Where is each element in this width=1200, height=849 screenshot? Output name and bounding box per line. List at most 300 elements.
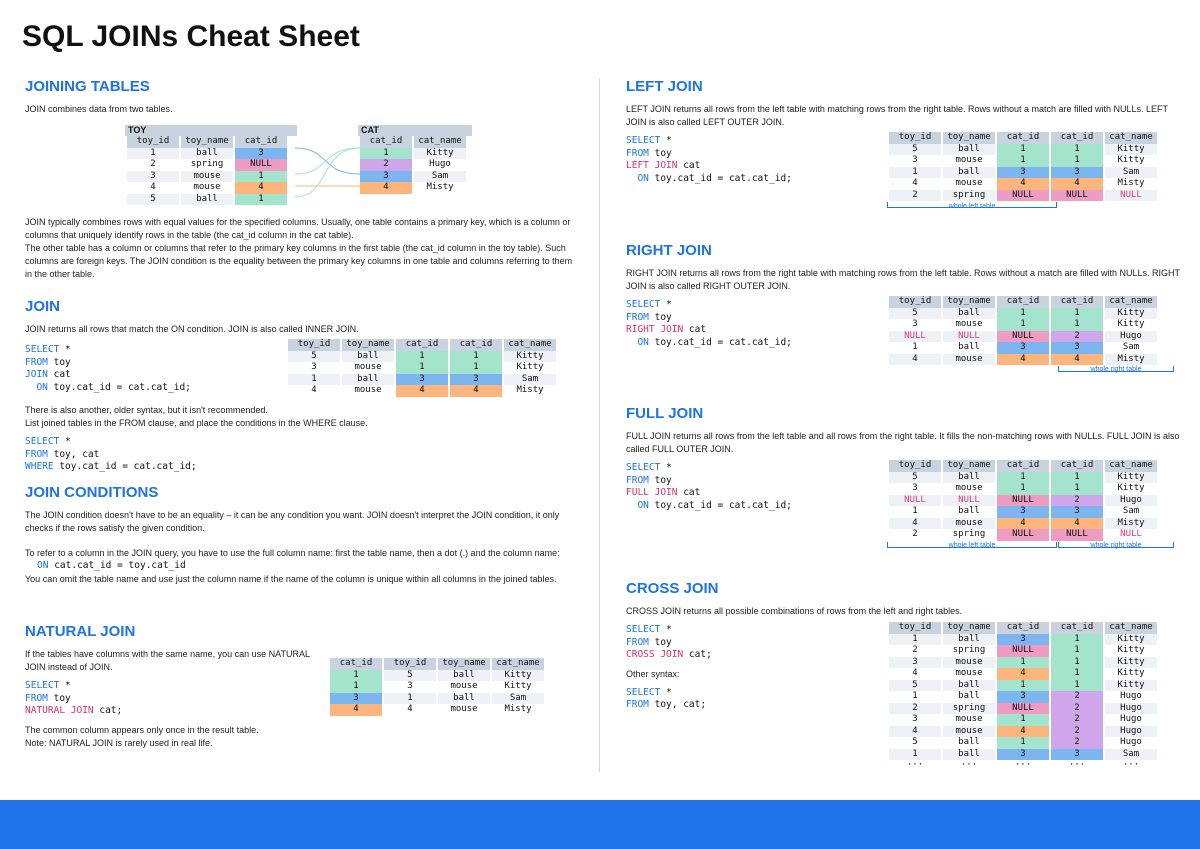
table-row <box>889 634 1157 646</box>
table-cell: 2 <box>1051 495 1103 507</box>
table-cell: 4 <box>1051 518 1103 530</box>
sql-keyword: CROSS JOIN <box>626 649 684 660</box>
table-cell: Misty <box>516 385 544 395</box>
table-cell: Kitty <box>1105 657 1157 669</box>
table-cell: 3 <box>330 693 382 705</box>
table-cell: 3 <box>912 483 918 493</box>
column-header: toy_id <box>889 460 941 472</box>
table-cell: Hugo <box>1120 691 1142 701</box>
note: Note: NATURAL JOIN is rarely used in real life. <box>25 737 213 748</box>
table-row <box>889 472 1157 484</box>
table-row <box>889 319 1157 331</box>
table-cell: mouse <box>943 657 995 669</box>
column-divider <box>599 78 600 772</box>
table-cell: 5 <box>889 144 941 156</box>
section-join-conditions <box>25 484 575 586</box>
table-cell: Kitty <box>1105 472 1157 484</box>
sql-line <box>25 705 325 718</box>
section-para: The JOIN condition doesn't have to be an equality – it can be any condition you want. JOIN doesn't interpret the JOIN condition, it only checks if the rows satisfy the given condition. <box>25 510 560 533</box>
page-title: SQL JOINs Cheat Sheet <box>22 20 360 53</box>
table-row <box>127 148 287 160</box>
table-cell: NULL <box>943 495 995 507</box>
section-heading: RIGHT JOIN <box>626 242 712 259</box>
table-row <box>889 190 1157 202</box>
result-table <box>887 132 1159 201</box>
sql-text: toy, cat <box>47 448 100 460</box>
section-para: To refer to a column in the JOIN query, you have to use the full column name: first the table name, then a dot (.) and the column name: <box>25 548 560 558</box>
sql-text: * <box>660 686 672 698</box>
sql-keyword: FROM <box>626 311 649 323</box>
table-cell: 5 <box>889 472 941 484</box>
section-heading: JOINING TABLES <box>25 78 150 95</box>
table-cell: 1 <box>450 362 502 374</box>
table-cell: 1 <box>912 506 918 516</box>
table-cell: NULL <box>997 331 1049 343</box>
section-heading: JOIN CONDITIONS <box>25 484 159 501</box>
sql-keyword: SELECT <box>25 344 60 355</box>
column-header: toy_id <box>889 622 941 634</box>
table-cell: mouse <box>943 518 995 530</box>
table-row <box>889 354 1157 366</box>
table-cell: 1 <box>1051 668 1103 680</box>
table-row <box>127 182 287 194</box>
table-row <box>889 167 1157 179</box>
table-cell: mouse <box>955 178 983 188</box>
section-desc: RIGHT JOIN returns all rows from the right table with matching rows from the left table. Rows without a match are filled with NULLs. RIGHT JOIN is also called RIGHT OUTER JOIN. <box>626 268 1180 291</box>
table-cell: Hugo <box>1105 495 1157 507</box>
table-cell: 1 <box>396 362 448 374</box>
sql-keyword: SELECT <box>626 624 661 635</box>
column-header: toy_name <box>181 136 233 148</box>
table-cell: ··· <box>1014 760 1032 770</box>
table-cell: 4 <box>450 385 502 397</box>
sql-code: ON cat.cat_id = toy.cat_id <box>37 560 186 571</box>
table-cell: 1 <box>889 167 941 179</box>
table-cell: ball <box>342 351 394 363</box>
table-cell: Misty <box>504 704 532 714</box>
table-cell: ball <box>181 148 233 160</box>
column-header: cat_id <box>360 136 412 148</box>
table-row <box>288 374 556 386</box>
sql-keyword: SELECT <box>626 299 661 310</box>
table-cell: 4 <box>235 182 287 194</box>
table-cell: 4 <box>396 385 448 397</box>
table-header-row <box>288 339 556 351</box>
table-cell: 4 <box>912 668 918 678</box>
column-header: cat_name <box>1105 622 1157 634</box>
table-header-row <box>889 622 1157 634</box>
column-header: toy_id <box>127 136 179 148</box>
sql-keyword: ON <box>626 499 649 511</box>
table-cell: mouse <box>955 714 983 724</box>
sql-text: * <box>660 135 672 146</box>
table-row <box>889 342 1157 354</box>
table-cell: 3 <box>997 634 1049 646</box>
table-cell: 1 <box>1051 319 1103 331</box>
section-heading: NATURAL JOIN <box>25 623 136 640</box>
sql-line <box>25 693 325 706</box>
table-cell: 2 <box>1051 737 1103 749</box>
table-cell: 4 <box>150 182 156 192</box>
sql-keyword: RIGHT JOIN <box>626 324 684 335</box>
table-cell: 5 <box>889 680 941 692</box>
sql-line <box>25 436 580 449</box>
sql-text: toy.cat_id = cat.cat_id; <box>648 172 792 184</box>
toy-table <box>125 136 289 205</box>
table-cell: ball <box>943 167 995 179</box>
cat-table-block <box>358 125 472 194</box>
table-cell: ball <box>943 308 995 320</box>
table-row <box>889 155 1157 167</box>
table-row <box>889 483 1157 495</box>
table-cell: NULL <box>1105 190 1157 202</box>
note: The common column appears only once in the result table. <box>25 724 259 735</box>
table-cell: 1 <box>997 737 1049 749</box>
table-cell: ball <box>342 374 394 386</box>
sql-text: cat <box>677 160 701 171</box>
sql-keyword: SELECT <box>626 686 661 698</box>
table-cell: mouse <box>354 385 382 395</box>
sql-keyword: ON <box>25 381 48 393</box>
sql-line <box>25 680 325 693</box>
column-header: toy_id <box>384 658 436 670</box>
table-cell: NULL <box>997 703 1049 715</box>
table-cell: ball <box>958 691 980 701</box>
column-header: toy_name <box>438 658 490 670</box>
sql-text: toy.cat_id = cat.cat_id; <box>47 381 191 393</box>
table-cell: Misty <box>1117 178 1145 188</box>
table-cell: NULL <box>1120 529 1142 539</box>
section-natural-join <box>25 623 325 750</box>
table-cell: 1 <box>360 148 412 160</box>
table-cell: Kitty <box>1117 319 1145 329</box>
sql-keyword: ON <box>626 336 649 348</box>
column-header: cat_name <box>1105 296 1157 308</box>
table-row <box>889 726 1157 738</box>
sql-line <box>25 449 580 462</box>
section-desc: LEFT JOIN returns all rows from the left table with matching rows from the right table. Rows without a match are filled with NULLs. LEFT JOIN is also called LEFT OUTER JOIN. <box>626 104 1168 127</box>
table-cell: mouse <box>354 362 382 372</box>
table-cell: 4 <box>311 385 317 395</box>
table-header-row <box>127 136 287 148</box>
sql-keyword: LEFT JOIN <box>626 160 678 171</box>
table-row <box>889 680 1157 692</box>
sql-text: toy, cat; <box>648 699 707 710</box>
sql-keyword: ON <box>626 172 649 184</box>
column-header: cat_id <box>235 136 287 148</box>
table-cell: NULL <box>1051 190 1103 202</box>
table-cell: 4 <box>407 704 413 714</box>
column-header: toy_id <box>889 132 941 144</box>
table-cell: Hugo <box>1120 714 1142 724</box>
sql-text: cat <box>47 369 71 380</box>
table-row <box>127 171 287 183</box>
sql-code <box>25 680 325 718</box>
table-cell: 3 <box>997 691 1049 703</box>
table-cell: 1 <box>997 472 1049 484</box>
sql-text: cat <box>677 487 701 498</box>
table-cell: ball <box>438 670 490 682</box>
sql-keyword: SELECT <box>25 436 60 447</box>
column-header: toy_id <box>889 296 941 308</box>
table-cell: Kitty <box>414 148 466 160</box>
sql-line <box>25 461 580 474</box>
table-row <box>889 645 1157 657</box>
sql-text: toy.cat_id = cat.cat_id; <box>648 336 792 348</box>
table-cell: 3 <box>997 506 1049 518</box>
sql-text: * <box>660 462 672 473</box>
sql-text: toy <box>648 636 672 648</box>
table-cell: 4 <box>997 726 1049 738</box>
table-cell: 3 <box>235 148 287 160</box>
table-cell: 4 <box>1051 354 1103 366</box>
table-cell: 2 <box>889 703 941 715</box>
table-cell: 1 <box>997 155 1049 167</box>
table-row <box>360 182 466 194</box>
column-header: cat_id <box>997 460 1049 472</box>
table-cell: 1 <box>1051 645 1103 657</box>
column-header: toy_name <box>943 296 995 308</box>
column-header: cat_id <box>1051 460 1103 472</box>
table-cell: 3 <box>1051 506 1103 518</box>
table-cell: ball <box>943 680 995 692</box>
table-row <box>330 693 544 705</box>
table-cell: 1 <box>450 351 502 363</box>
other-syntax-label: Other syntax: <box>626 668 680 679</box>
toy-table-block <box>125 125 297 205</box>
result-table <box>286 339 558 397</box>
table-cell: 2 <box>1051 714 1103 726</box>
section-heading: LEFT JOIN <box>626 78 703 95</box>
table-cell: 1 <box>1051 144 1103 156</box>
table-cell: NULL <box>997 529 1049 541</box>
table-cell: 4 <box>997 178 1049 190</box>
table-cell: ball <box>958 506 980 516</box>
sql-keyword: JOIN <box>25 369 48 380</box>
table-header-row <box>889 132 1157 144</box>
table-row <box>889 691 1157 703</box>
table-header-row <box>889 296 1157 308</box>
table-cell: 1 <box>997 714 1049 726</box>
table-row <box>127 159 287 171</box>
table-cell: 3 <box>1051 342 1103 354</box>
sql-keyword: FROM <box>626 636 649 648</box>
table-cell: Kitty <box>492 670 544 682</box>
table-row <box>889 529 1157 541</box>
table-cell: 3 <box>360 171 412 183</box>
column-header: cat_name <box>1105 132 1157 144</box>
table-cell: 3 <box>407 681 413 691</box>
table-cell: Kitty <box>1105 144 1157 156</box>
table-cell: 1 <box>288 374 340 386</box>
table-row <box>288 362 556 374</box>
sql-keyword: SELECT <box>626 462 661 473</box>
sql-text: toy.cat_id = cat.cat_id; <box>648 499 792 511</box>
table-cell: 1 <box>997 319 1049 331</box>
table-cell: Hugo <box>429 159 451 169</box>
table-row <box>889 657 1157 669</box>
table-cell: 2 <box>912 529 918 539</box>
table-cell: 1 <box>997 308 1049 320</box>
table-cell: 4 <box>912 178 918 188</box>
table-cell: ··· <box>906 760 924 770</box>
table-row <box>360 171 466 183</box>
table-cell: 1 <box>1051 634 1103 646</box>
table-cell: NULL <box>1051 529 1103 541</box>
table-cell: Kitty <box>1117 645 1145 655</box>
table-cell: 4 <box>997 354 1049 366</box>
join-connector-lines <box>290 140 370 210</box>
column-header: toy_id <box>288 339 340 351</box>
table-cell: 3 <box>450 374 502 386</box>
table-cell: 2 <box>1051 726 1103 738</box>
table-cell: NULL <box>997 190 1049 202</box>
table-cell: Sam <box>1105 749 1157 761</box>
table-cell: Misty <box>1105 354 1157 366</box>
table-cell: 3 <box>1051 749 1103 761</box>
table-cell: 5 <box>384 670 436 682</box>
sql-keyword: FROM <box>25 448 48 460</box>
section-heading: JOIN <box>25 298 61 315</box>
section-heading: FULL JOIN <box>626 405 704 422</box>
table-cell: 4 <box>889 354 941 366</box>
table-cell: mouse <box>955 319 983 329</box>
section-desc: JOIN returns all rows that match the ON condition. JOIN is also called INNER JOIN. <box>25 324 359 334</box>
note: There is also another, older syntax, but it isn't recommended. <box>25 405 268 415</box>
table-header-row <box>330 658 544 670</box>
table-cell: ball <box>943 144 995 156</box>
table-cell: 1 <box>912 342 918 352</box>
table-cell: Hugo <box>1105 726 1157 738</box>
table-cell: Kitty <box>504 351 556 363</box>
table-cell: mouse <box>181 171 233 183</box>
table-cell: ball <box>943 749 995 761</box>
footer-bar <box>0 800 1200 849</box>
column-header: toy_name <box>943 460 995 472</box>
table-cell: NULL <box>943 331 995 343</box>
table-cell: 3 <box>396 374 448 386</box>
table-cell: spring <box>943 703 995 715</box>
result-table <box>887 460 1159 541</box>
sql-text: toy <box>648 147 672 159</box>
table-cell: mouse <box>955 155 983 165</box>
table-cell: mouse <box>450 704 478 714</box>
table-row <box>889 749 1157 761</box>
table-cell: 1 <box>997 483 1049 495</box>
table-cell: spring <box>952 645 986 655</box>
column-header: cat_id <box>1051 296 1103 308</box>
sql-keyword: NATURAL JOIN <box>25 705 94 716</box>
sql-keyword: WHERE <box>25 461 54 472</box>
column-header: cat_name <box>1105 460 1157 472</box>
table-cell: 1 <box>330 670 382 682</box>
table-cell: 4 <box>360 182 412 194</box>
connector-line <box>295 148 360 197</box>
table-cell: 2 <box>1051 703 1103 715</box>
table-cell: 2 <box>912 645 918 655</box>
table-cell: 1 <box>997 144 1049 156</box>
column-header: cat_id <box>450 339 502 351</box>
table-cell: 3 <box>997 167 1049 179</box>
table-cell: 5 <box>288 351 340 363</box>
column-header: cat_id <box>330 658 382 670</box>
sql-keyword: SELECT <box>25 680 60 691</box>
table-cell: 1 <box>997 657 1049 669</box>
table-cell: mouse <box>450 681 478 691</box>
column-header: cat_name <box>414 136 466 148</box>
table-cell: 1 <box>889 749 941 761</box>
table-cell: spring <box>952 529 986 539</box>
table-cell: 1 <box>1051 680 1103 692</box>
table-cell: mouse <box>943 354 995 366</box>
table-cell: 3 <box>997 342 1049 354</box>
brace-label: whole right table <box>1090 542 1142 549</box>
table-cell: Sam <box>504 374 556 386</box>
table-cell: 3 <box>1051 167 1103 179</box>
table-row <box>889 308 1157 320</box>
table-cell: spring <box>190 159 224 169</box>
table-cell: 5 <box>912 737 918 747</box>
table-row <box>330 681 544 693</box>
table-cell: 1 <box>1051 155 1103 167</box>
result-table <box>328 658 546 716</box>
table-cell: NULL <box>889 331 941 343</box>
table-cell: 1 <box>127 148 179 160</box>
table-cell: 1 <box>1051 472 1103 484</box>
table-cell: NULL <box>997 645 1049 657</box>
table-cell: Hugo <box>1120 737 1142 747</box>
brace-label: whole left table <box>948 203 996 210</box>
sql-text: toy <box>648 474 672 486</box>
note: List joined tables in the FROM clause, and place the conditions in the WHERE clause. <box>25 418 368 428</box>
brace-label: whole right table <box>1090 366 1142 373</box>
section-desc: FULL JOIN returns all rows from the left table and all rows from the right table. It fills the non-matching rows with NULLs. FULL JOIN is also called FULL OUTER JOIN. <box>626 431 1180 454</box>
table-row <box>889 714 1157 726</box>
table-cell: Kitty <box>1105 680 1157 692</box>
column-header: cat_id <box>997 622 1049 634</box>
table-cell: 1 <box>235 171 287 183</box>
joining-para: JOIN typically combines rows with equal values for the specified columns. Usually, one table contains a primary key, which is a column or columns that uniquely identify rows in the table (the cat_id column in the cat table). <box>25 217 571 240</box>
table-row <box>889 495 1157 507</box>
table-cell: 5 <box>127 194 179 206</box>
table-cell: NULL <box>235 159 287 171</box>
sql-text: toy <box>47 356 71 368</box>
table-cell: 4 <box>889 518 941 530</box>
table-header-row <box>360 136 466 148</box>
column-header: toy_name <box>943 132 995 144</box>
table-row <box>889 506 1157 518</box>
sql-text: cat <box>683 324 707 335</box>
column-header: cat_id <box>1051 132 1103 144</box>
sql-code <box>25 436 580 474</box>
sql-keyword: FROM <box>626 147 649 159</box>
table-cell: Misty <box>1105 518 1157 530</box>
table-header-row <box>889 460 1157 472</box>
table-cell: 2 <box>1051 691 1103 703</box>
table-cell: 2 <box>1051 331 1103 343</box>
table-cell: Kitty <box>1117 483 1145 493</box>
cat-table <box>358 136 468 194</box>
column-header: toy_name <box>943 622 995 634</box>
table-row <box>330 670 544 682</box>
table-cell: 1 <box>384 693 436 705</box>
table-cell: Sam <box>1105 167 1157 179</box>
table-cell: ball <box>438 693 490 705</box>
column-header: cat_id <box>997 132 1049 144</box>
joining-text <box>25 216 575 281</box>
table-cell: mouse <box>955 668 983 678</box>
result-table <box>887 622 1159 772</box>
